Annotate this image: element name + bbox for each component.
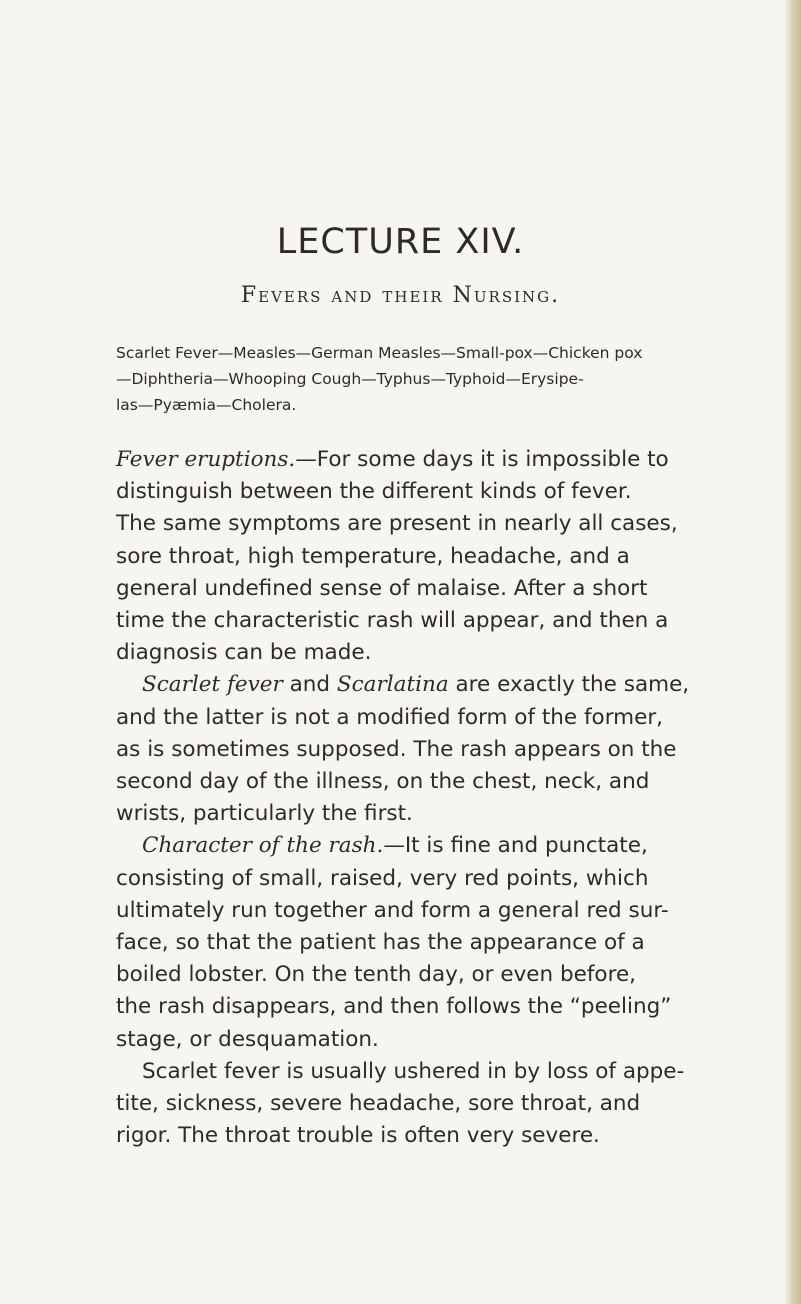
text-line: boiled lobster. On the tenth day, or even before, <box>116 962 637 988</box>
text-line: Scarlet fever is usually ushered in by loss of appe- <box>142 1058 685 1084</box>
text-line: second day of the illness, on the chest, neck, and <box>116 769 650 795</box>
text-line: sore throat, high temperature, headache, and a <box>116 543 630 569</box>
side-heading: Fever eruptions. <box>116 447 296 472</box>
italic-term: Scarlatina <box>336 672 449 698</box>
text-line: as is sometimes supposed. The rash appears on the <box>116 736 677 762</box>
text-line: general undefined sense of malaise. After a short <box>116 575 648 601</box>
text-line: time the characteristic rash will appear, and then a <box>116 608 669 634</box>
text-line: The same symptoms are present in nearly all cases, <box>116 511 678 537</box>
text-line: the rash disappears, and then follows the “peeling” <box>116 994 672 1020</box>
text-fragment: and <box>282 672 337 698</box>
body-text <box>116 444 744 1152</box>
text-line: stage, or desquamation. <box>116 1026 379 1052</box>
summary-line: las—Pyæmia—Cholera. <box>116 396 297 414</box>
summary-line: Scarlet Fever—Measles—German Measles—Small-pox—Chicken pox <box>116 344 643 362</box>
text-line: distinguish between the different kinds of fever. <box>116 479 632 505</box>
text-line: ultimately run together and form a general red sur- <box>116 897 669 923</box>
text-fragment: —For some days it is impossible to <box>295 447 669 472</box>
side-heading: Character of the rash. <box>142 833 384 859</box>
text-line: tite, sickness, severe headache, sore throat, and <box>116 1091 641 1117</box>
topic-summary <box>116 340 738 418</box>
summary-line: —Diphtheria—Whooping Cough—Typhus—Typhoid—Erysipe- <box>116 370 584 388</box>
text-line <box>116 669 744 701</box>
text-line <box>116 830 744 862</box>
text-line: consisting of small, raised, very red points, which <box>116 865 649 891</box>
text-fragment: are exactly the same, <box>448 672 690 698</box>
text-line: face, so that the patient has the appearance of a <box>116 930 645 956</box>
text-line: wrists, particularly the first. <box>116 801 413 827</box>
text-line: diagnosis can be made. <box>116 640 372 666</box>
text-line: and the latter is not a modified form of the former, <box>116 704 664 730</box>
text-fragment: —It is fine and punctate, <box>383 833 648 859</box>
chapter-subtitle: Fevers and their Nursing. <box>240 283 561 308</box>
text-line <box>116 444 744 476</box>
page-edge <box>785 0 801 1304</box>
text-line: rigor. The throat trouble is often very severe. <box>116 1123 600 1149</box>
italic-term: Scarlet fever <box>142 672 283 698</box>
lecture-heading: LECTURE XIV. <box>276 222 525 262</box>
